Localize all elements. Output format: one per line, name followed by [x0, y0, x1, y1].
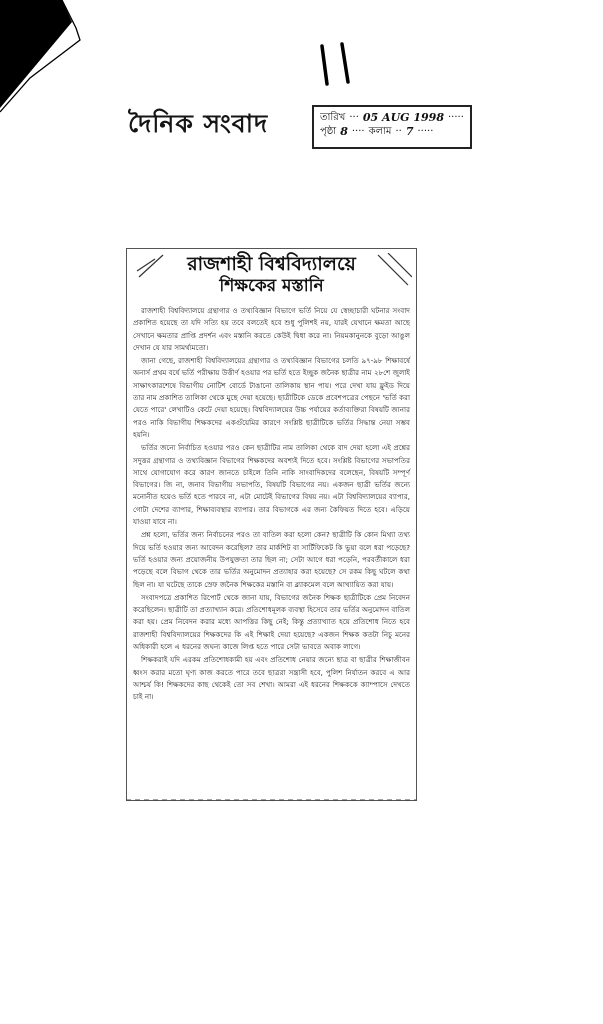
article-paragraph: শিক্ষকরাই যদি এরকম প্রতিশোধকামী হয় এবং প্রতিশোধ নেয়ার জন্যে ছাত্র বা ছাত্রীর শিক্ষাজীবন ধ্বংস করার মতো ঘৃণ্য কাজ করতে পারে তবে ছাত্ররা সন্ত্রাসী হবে, পুলিশ নির্যাতন করবে এ আর আশ্চর্য কি! শিক্ষকদের কাছ থেকেই তো সব শেখা। আমরা এই ধরনের শিক্ষককে ক্যাম্পাসে দেখতে চাই না।	[133, 655, 410, 702]
date-stamp: তারিখ ··· 05 AUG 1998 ····· পৃষ্ঠা 8 ···· কলাম ·· 7 ·····	[312, 105, 472, 149]
stamp-column-value: 7	[405, 125, 414, 138]
stamp-page-label: পৃষ্ঠা	[320, 126, 337, 137]
handwritten-mark	[312, 40, 362, 90]
article-headline	[133, 253, 410, 297]
stamp-column-label: কলাম	[368, 126, 392, 137]
stamp-page-value: 8	[340, 125, 348, 138]
headline-line-1: রাজশাহী বিশ্ববিদ্যালয়ে	[187, 253, 356, 275]
article-clipping	[126, 248, 417, 801]
article-paragraph: রাজশাহী বিশ্ববিদ্যালয়ে গ্রন্থাগার ও তথ্যবিজ্ঞান বিভাগে ভর্তি নিয়ে যে স্বেচ্ছাচারী ঘটনার সংবাদ প্রকাশিত হয়েছে তা যদি সত্যি হয় তবে বলতেই হবে শুধু পুলিশই নয়, যারই যেখানে ক্ষমতা আছে সেখানে ক্ষমতার প্রাপ্তি প্রদর্শন এবং মস্তানি করতে কেউই দ্বিধা করে না। নিয়মকানুনকে বুড়ো আঙুল দেখান যে যার সামর্থ্যমতো।	[133, 306, 410, 352]
article-body	[133, 305, 410, 704]
stamp-date-value: 05 AUG 1998	[362, 111, 444, 124]
stamp-date-label: তারিখ	[320, 112, 346, 123]
newspaper-masthead: দৈনিক সংবাদ	[128, 109, 269, 138]
headline-line-2: শিক্ষকের মস্তানি	[219, 276, 324, 296]
clipping-bottom-edge	[126, 797, 417, 803]
article-paragraph: সংবাদপত্রে প্রকাশিত রিপোর্ট থেকে জানা যায়, বিভাগের জনৈক শিক্ষক ছাত্রীটিকে প্রেম নিবেদন করেছিলেন। ছাত্রীটি তা প্রত্যাখ্যান করে। প্রতিশোধমূলক ব্যবস্থা হিসেবে তার ভর্তির অনুমোদন বাতিল করা হয়। প্রেম নিবেদন করার মধ্যে আপত্তির কিছু নেই; কিন্তু প্রত্যাখ্যাত হয়ে প্রতিশোধ নিতে হবে রাজশাহী বিশ্ববিদ্যালয়ের শিক্ষকদের কি এই শিক্ষাই দেয়া হয়েছে? একজন শিক্ষক কতটা নিচু মনের অধিকারী হলে এ ধরনের জঘন্য কাজে লিপ্ত হতে পারে সেটা ভাবতে অবাক লাগে।	[133, 592, 410, 652]
article-paragraph: প্রশ্ন হলো, ভর্তির জন্য নির্বাচনের পরও তা বাতিল করা হলো কেন? ছাত্রীটি কি কোন মিথ্যা তথ্য দিয়ে ভর্তি হওয়ার জন্য আবেদন করেছিল? তার মার্কশিট বা সার্টিফিকেট কি ভুয়া বলে ধরা পড়েছে? ভর্তি হওয়ার জন্য প্রয়োজনীয় উপযুক্ততা তার ছিল না; সেটা আগে ধরা পড়েনি, পরবর্তীকালে ধরা পড়েছে বলে বিভাগ থেকে তার ভর্তির অনুমোদন প্রত্যাহার করা হয়েছে? সে রকম কিছু ঘটলে কথা ছিল না। যা ঘটেছে তাকে স্রেফ জনৈক শিক্ষকের মস্তানি বা ব্ল্যাকমেল বলে আখ্যায়িত করা যায়।	[133, 530, 410, 589]
article-paragraph: জানা গেছে, রাজশাহী বিশ্ববিদ্যালয়ের গ্রন্থাগার ও তথ্যবিজ্ঞান বিভাগের চলতি ৯৭-৯৮ শিক্ষাবর্ষে অনার্স প্রথম বর্ষে ভর্তি পরীক্ষায় উত্তীর্ণ হওয়ার পর ভর্তি হতে ইচ্ছুক জনৈক ছাত্রীর নাম ২৮শে জুলাই সাক্ষাৎকারশেষে বিভাগীয় নোটিশ বোর্ডে টাঙানো তালিকায় স্থান পায়। পরে দেখা যায় ফ্লুইড দিয়ে তার নাম প্রকাশিত তালিকা থেকে মুছে দেয়া হয়েছে। ছাত্রীটিকে ডেকে প্রবেশপত্রের পেছনে 'ভর্তি করা যেতে পারে' লেখাটিও কেটে দেয়া হয়েছে। বিশ্ববিদ্যালয়ের উচ্চ পর্যায়ের কর্তাব্যক্তিরা বিষয়টি জানার পরও নাকি বিভাগীয় শিক্ষকদের একগুঁয়েমির কারণে সংশ্লিষ্ট ছাত্রীটিকে ভর্তির সিদ্ধান্ত নেয়া সম্ভব হয়নি।	[133, 356, 410, 439]
folded-corner-shape	[0, 0, 82, 118]
headline-ornament	[133, 253, 412, 303]
article-paragraph: ভর্তির জন্যে নির্বাচিত হওয়ার পরও কেন ছাত্রীটির নাম তালিকা থেকে বাদ দেয়া হলো এই প্রশ্নের সদুত্তর গ্রন্থাগার ও তথ্যবিজ্ঞান বিভাগের শিক্ষকদের অবশ্যই দিতে হবে। সংশ্লিষ্ট বিভাগের সভাপতির সাথে যোগাযোগ করে কারণ জানতে চাইলে তিনি নাকি সাংবাদিকদের বলেছেন, বিষয়টি সম্পূর্ণ বিভাগের। জি না, জনাব বিভাগীয় সভাপতি, বিষয়টি বিভাগের নয়। একজন ছাত্রী ভর্তির জন্যে মনোনীত হয়েও ভর্তি হতে পারবে না, এটা মোটেই বিভাগের বিষয় নয়। এটা বিশ্ববিদ্যালয়ের ব্যাপার, গোটা দেশের ব্যাপার, শিক্ষাব্যবস্থার ব্যাপার। তার বিভাগকে এর জন্য কৈফিয়ত দিতে হবে। এড়িয়ে যাওয়া যাবে না।	[133, 443, 410, 527]
